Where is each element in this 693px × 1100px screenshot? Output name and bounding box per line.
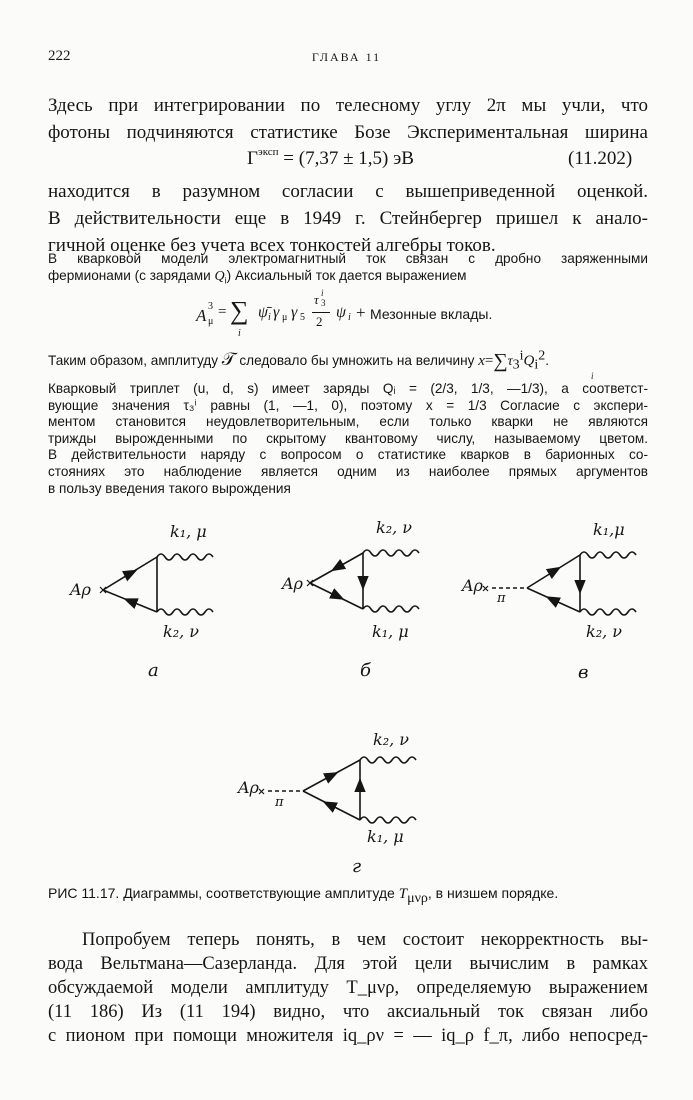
photon-line: [360, 817, 416, 823]
fermion-line: [310, 553, 363, 583]
caption-prefix: РИС 11.17.: [48, 885, 120, 901]
math-sub: μνρ: [407, 890, 428, 906]
text-line: (11 186) Из (11 194) видно, что аксиальный ток связан либо: [48, 1002, 648, 1022]
text-line: Попробуем теперь понять, в чем состоит некорректность вы-: [82, 930, 648, 950]
math-two: 2: [316, 314, 323, 329]
fermion-line: [527, 588, 580, 612]
math-psi: ψ: [336, 304, 346, 321]
math-sum: ∑: [493, 350, 508, 372]
diagram-a-vertex-label: Aρ: [70, 580, 91, 599]
math-index: i: [348, 312, 351, 323]
vertex-cross: [259, 789, 264, 794]
fermion-line: [310, 583, 363, 609]
eq-superscript: эксп: [257, 146, 279, 158]
diagram-g-bottom-label: k₁, μ: [367, 827, 404, 846]
text-line: в пользу введения такого вырождения: [48, 480, 291, 496]
math-mu: μ: [282, 312, 288, 323]
arrow: [329, 805, 330, 806]
diagram-v-top-label: k₁,μ: [593, 520, 625, 539]
arrow: [331, 775, 332, 776]
arrow: [552, 600, 553, 601]
math-tau: τ: [507, 354, 513, 369]
paragraph-3: [48, 928, 648, 1048]
text-span: фермионами (с зарядами: [48, 267, 215, 283]
math-tau: τ: [314, 292, 319, 307]
photon-line: [157, 554, 213, 560]
math-psibar: ψ̄: [258, 304, 268, 321]
diagram-a-bottom-label: k₂, ν: [163, 622, 200, 641]
photon-line: [363, 606, 419, 612]
math-A: A: [196, 306, 207, 325]
math-x: x: [478, 353, 485, 369]
text-line: ментом становится неудовлетворительным, если только кварки не являются: [48, 414, 648, 430]
text-span: .: [545, 353, 550, 368]
arrow: [337, 567, 338, 568]
math-Q: Q: [523, 353, 535, 369]
diagram-a-top-label: k₁, μ: [170, 522, 207, 541]
math-plus: +: [356, 303, 366, 322]
figure-caption: [48, 885, 648, 906]
text-line: В действительности еще в 1949 г. Стейнбергер пришел к анало-: [48, 208, 648, 229]
math-eq: =: [484, 353, 494, 369]
text-span: ) Аксиальный ток дается выражением: [226, 267, 467, 283]
text-span: следовало бы умножить на величину: [239, 353, 475, 368]
arrow: [337, 596, 338, 597]
fermion-line: [303, 791, 360, 820]
fermion-line: [527, 555, 580, 588]
vertex-cross: [483, 586, 488, 591]
photon-line: [580, 609, 636, 615]
text-line: фотоны подчиняются статистике Бозе Экспериментальная ширина: [48, 122, 648, 143]
caption-tail: , в низшем порядке.: [427, 885, 559, 901]
math-index: i: [238, 328, 241, 339]
photon-line: [580, 552, 636, 558]
math-sub: 3: [321, 298, 326, 308]
diagram-g-vertex-label: Aρ: [238, 778, 259, 797]
diagram-b-top-label: k₂, ν: [376, 518, 413, 537]
diagram-v-bottom-label: k₂, ν: [586, 622, 623, 641]
diagram-b-bottom-label: k₁, μ: [372, 622, 409, 641]
diagram-g-pion-label: π: [275, 795, 284, 810]
text-line: В кварковой модели электромагнитный ток связан с дробно заряженными: [48, 251, 648, 266]
caption-text: Диаграммы, соответствующие амплитуде: [123, 885, 395, 901]
text-line: находится в разумном согласии с вышеприведенной оценкой.: [48, 181, 648, 202]
text-line: обсуждаемой модели амплитуду T_μνρ, определяемую выражением: [48, 978, 648, 998]
text-line: гичной оценке без учета всех тонкостей алгебры токов.: [48, 235, 496, 256]
diagram-b-vertex-label: Aρ: [282, 574, 303, 593]
math-sub: i: [224, 275, 227, 286]
diagram-b-caption: б: [360, 660, 371, 681]
math-Q: Q: [214, 268, 225, 284]
page-number: 222: [48, 48, 71, 64]
text-line: Здесь при интегрировании по телесному углу 2π мы учли, что: [48, 95, 648, 116]
diagram-v-pion-label: π: [497, 591, 506, 606]
math-gamma5: γ: [291, 304, 298, 321]
text-span: Таким образом, амплитуду: [48, 353, 219, 368]
running-head: ГЛАВА 11: [311, 50, 382, 64]
math-sup: i: [519, 348, 524, 364]
math-T: T: [398, 886, 408, 902]
photon-line: [363, 550, 419, 556]
arrow: [130, 573, 131, 574]
diagram-a: [100, 554, 213, 615]
text-line: В действительности наряду с вопросом о статистике кварков в барионных со-: [48, 447, 648, 463]
diagram-b: [307, 550, 419, 612]
math-sup: i: [321, 288, 324, 298]
sum-index: i: [591, 371, 594, 381]
diagram-g: [259, 757, 416, 823]
eq-text: Мезонные вклады.: [370, 306, 493, 322]
text-line: Кварковый триплет (u, d, s) имеет заряды Qᵢ = (2/3, 1/3, —1/3), а соответст-: [48, 381, 648, 396]
photon-line: [157, 609, 213, 615]
text-line: вода Вельтмана—Сазерланда. Для этой цели вычислим в рамках: [48, 954, 648, 974]
diagram-g-caption: г: [352, 856, 362, 877]
arrow: [554, 570, 555, 571]
diagram-v-caption: в: [578, 662, 589, 683]
eq-lhs: Γ: [247, 148, 258, 169]
math-sub: μ: [208, 316, 214, 327]
math-five: 5: [300, 312, 305, 323]
text-line: с пионом при помощи множителя iq_ρν = — iq_ρ f_π, либо непосред-: [48, 1026, 648, 1046]
math-sum: ∑: [230, 296, 249, 325]
diagram-v-vertex-label: Aρ: [462, 576, 483, 595]
math-sup: 3: [208, 301, 213, 312]
math-gamma: γ: [273, 304, 280, 321]
text-line: вующие значения τ₃ⁱ равны (1, —1, 0), поэтому x = 1/3 Согласие с экспери-: [48, 397, 648, 413]
photon-line: [360, 757, 416, 763]
math-sup: 2: [538, 348, 546, 364]
math-sub: 3: [512, 357, 520, 373]
text-line: стояниях это наблюдение является одним из наиболее прямых аргументов: [48, 463, 648, 479]
text-line: трижды вырожденными по скрытому квантовому числу, называемому цветом.: [48, 430, 648, 446]
equation-axial-current: A 3 μ = ∑ i ψ̄ i γ μ γ 5 τ i 3 2 ψ i + Мезонные вклады.: [196, 288, 493, 339]
diagram-a-caption: а: [148, 660, 159, 681]
equation-number: (11.202): [568, 148, 633, 169]
eq-rhs: = (7,37 ± 1,5) эВ: [283, 148, 414, 169]
math-sub: i: [534, 357, 539, 373]
vertex-cross: [307, 580, 313, 586]
math-T-script: 𝒯: [221, 349, 236, 369]
diagram-g-top-label: k₂, ν: [373, 730, 410, 749]
